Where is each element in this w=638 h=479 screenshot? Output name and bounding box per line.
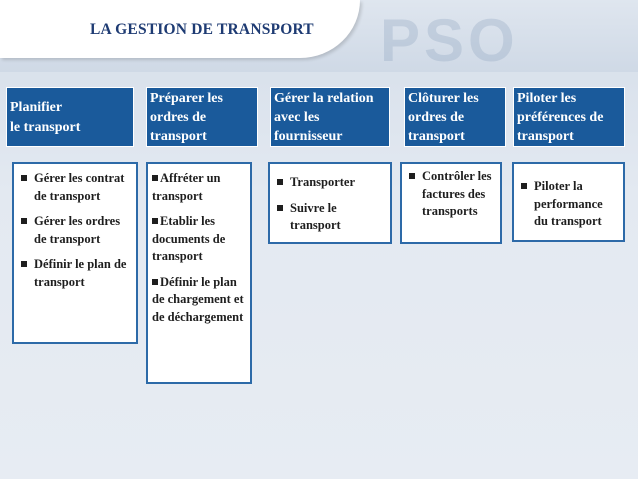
bullet-square-icon: [152, 175, 158, 181]
column-header-gerer-relation: Gérer la relation avec les fournisseur: [270, 87, 390, 147]
activity-box-planifier: [12, 162, 138, 344]
slide-title: LA GESTION DE TRANSPORT: [90, 21, 314, 38]
list-item: Gérer les ordres de transport: [18, 213, 132, 248]
header-band: [0, 0, 638, 72]
list-item: Contrôler les factures des transports: [406, 168, 496, 221]
list-item: Suivre le transport: [274, 200, 386, 235]
activity-box-cloturer: [400, 162, 502, 244]
activity-box-piloter: [512, 162, 625, 242]
list-item: Définir le plan de chargement et de déchargement: [152, 274, 244, 324]
watermark-logo: PSO: [380, 7, 519, 72]
list-item: Gérer les contrat de transport: [18, 170, 132, 205]
column-header-cloturer: Clôturer les ordres de transport: [404, 87, 506, 147]
list-item: Etablir les documents de transport: [152, 214, 226, 263]
column-header-piloter: Piloter les préférences de transport: [513, 87, 625, 147]
list-item: Affréter un transport: [152, 171, 221, 203]
list-item: Piloter la performance du transport: [518, 178, 619, 231]
list-item: Transporter: [274, 174, 386, 192]
column-header-planifier: Planifier le transport: [6, 87, 134, 147]
bullet-square-icon: [152, 279, 158, 285]
title-bar: [0, 0, 360, 58]
list-item: Définir le plan de transport: [18, 256, 132, 291]
column-header-preparer: Préparer les ordres de transport: [146, 87, 258, 147]
activity-box-gerer-relation: [268, 162, 392, 244]
bullet-square-icon: [152, 218, 158, 224]
activity-box-preparer: [146, 162, 252, 384]
